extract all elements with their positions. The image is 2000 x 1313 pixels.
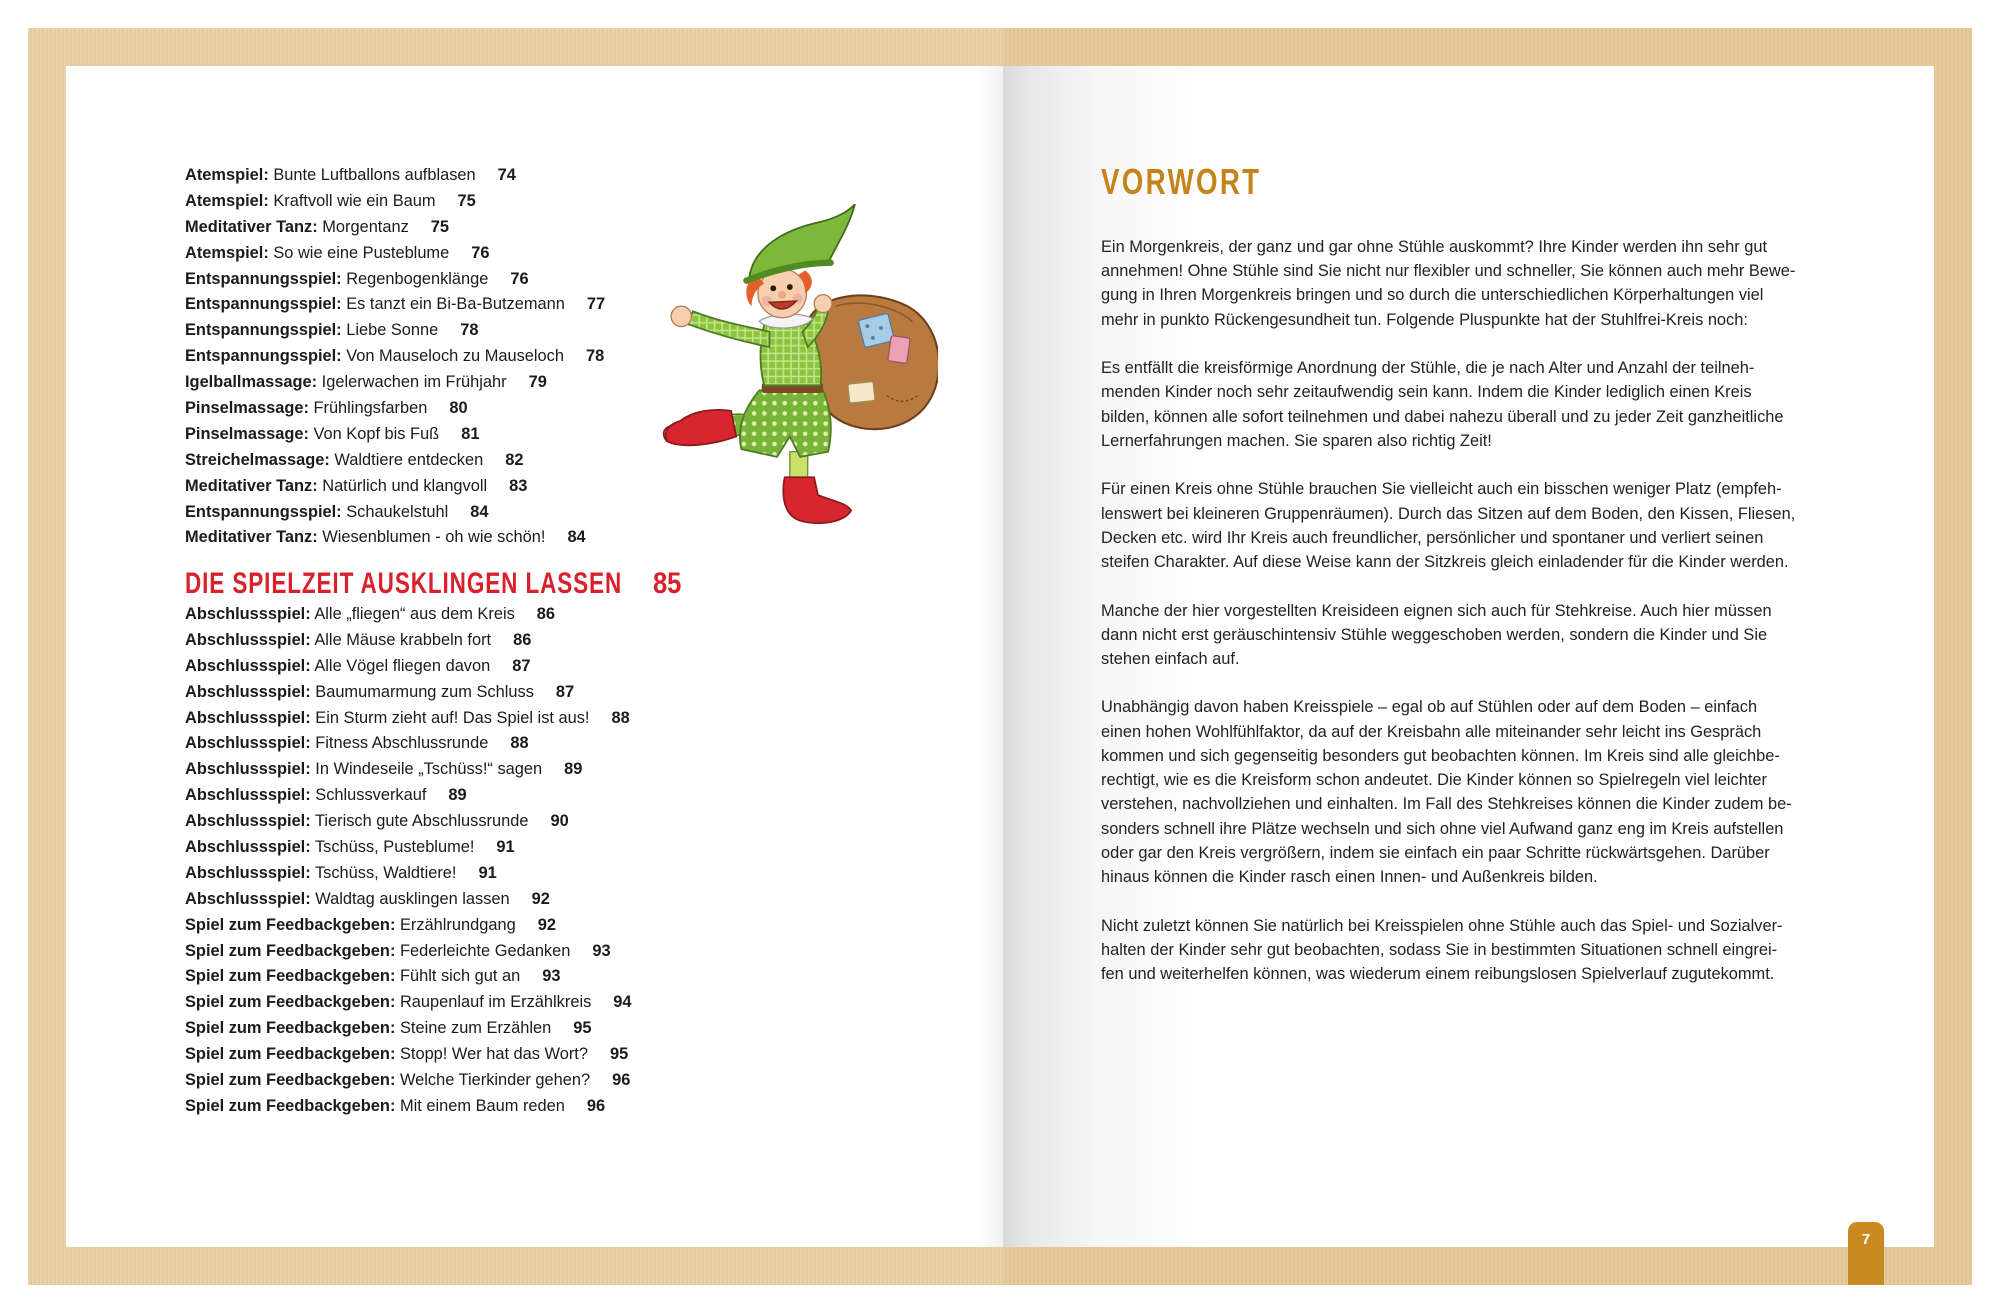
toc-section-heading <box>185 566 705 602</box>
toc-entry-category: Spiel zum Feedbackgeben: <box>185 1019 396 1038</box>
toc-entry-page: 86 <box>536 605 556 623</box>
toc-entry-category: Meditativer Tanz: <box>185 217 318 236</box>
toc-entry <box>185 757 632 783</box>
toc-entry-category: Meditativer Tanz: <box>185 528 318 547</box>
toc-entry-page: 78 <box>585 347 605 366</box>
toc-entry-page: 93 <box>542 967 561 986</box>
toc-entry-title: Morgentanz <box>322 217 409 236</box>
toc-entry-page: 92 <box>537 915 556 934</box>
toc-entry-title: Frühlingsfarben <box>313 399 428 418</box>
toc-entry-page: 91 <box>478 863 497 882</box>
toc-entry-category: Abschlussspiel: <box>185 682 311 701</box>
toc-entry-title: Regenbogenklänge <box>346 269 489 288</box>
toc-entry <box>185 370 605 396</box>
toc-entry <box>185 964 632 990</box>
toc-entry-title: Erzählrundgang <box>399 915 516 934</box>
toc-entry <box>185 292 605 318</box>
toc-entry <box>185 706 632 732</box>
paragraph-line: menden Kinder noch sehr zeitaufwendig sein kann. Indem die Kinder lediglich einen Kreis <box>1101 383 1752 402</box>
paragraph-line: steifen Charakter. Auf diese Weise kann der Sitzkreis gleich einladender für die Kinder werden. <box>1101 553 1789 572</box>
toc-entry-page: 87 <box>512 656 531 675</box>
toc-entry-title: Bunte Luftballons aufblasen <box>273 166 476 184</box>
toc-entry-category: Igelballmassage: <box>185 373 318 392</box>
toc-entry-title: Waldtag ausklingen lassen <box>315 889 510 908</box>
toc-entry <box>185 448 605 474</box>
toc-entry-title: Waldtiere entdecken <box>334 450 484 469</box>
toc-entry-category: Entspannungsspiel: <box>185 502 342 521</box>
toc-entry-category: Abschlussspiel: <box>185 786 311 805</box>
paragraph-line: Decken etc. wird Ihr Kreis auch freundlicher, persönlicher und spontaner und verliert seinen <box>1101 528 1764 547</box>
toc-entry <box>185 861 632 887</box>
toc-entry-title: Alle Vögel fliegen davon <box>314 656 491 675</box>
paragraph-line: hinaus können die Kinder rasch einen Innen- und Außenkreis bilden. <box>1101 868 1598 887</box>
paragraph-line: lenswert bei kleineren Gruppenräumen). Durch das Sitzen auf dem Boden, den Kissen, Fliesen, <box>1101 504 1796 523</box>
toc-entry <box>185 525 605 551</box>
toc-entry-category: Entspannungsspiel: <box>185 269 342 288</box>
toc-entry-title: Welche Tierkinder gehen? <box>399 1071 591 1090</box>
paragraph-line: stehen einfach auf. <box>1101 649 1240 668</box>
toc-entry-page: 74 <box>497 166 516 184</box>
toc-entry <box>185 628 632 654</box>
toc-entry-page: 94 <box>613 993 632 1012</box>
toc-entry-category: Entspannungsspiel: <box>185 295 342 314</box>
toc-entry-page: 77 <box>586 295 606 314</box>
toc-entry-category: Abschlussspiel: <box>185 656 311 675</box>
paragraph-line: annehmen! Ohne Stühle sind Sie nicht nur flexibler und schneller, Sie können auch mehr Bewe- <box>1101 262 1796 281</box>
toc-entry-title: Liebe Sonne <box>346 321 439 340</box>
toc-entry-category: Abschlussspiel: <box>185 760 311 779</box>
section-title: DIE SPIELZEIT AUSKLINGEN LASSEN <box>185 567 623 600</box>
page-number: 7 <box>1861 1231 1871 1248</box>
toc-entry-page: 86 <box>513 630 532 649</box>
toc-entry-page: 78 <box>460 321 479 340</box>
toc-entry-title: Stopp! Wer hat das Wort? <box>399 1045 588 1064</box>
toc-entry-page: 89 <box>564 760 583 779</box>
toc-entry-title: Ein Sturm zieht auf! Das Spiel ist aus! <box>315 708 590 727</box>
toc-entry-title: Mit einem Baum reden <box>399 1096 565 1115</box>
toc-entry <box>185 887 632 913</box>
toc-entry <box>185 913 632 939</box>
toc-entry-page: 76 <box>510 269 529 288</box>
toc-entry-title: Tierisch gute Abschlussrunde <box>314 812 529 831</box>
toc-entry <box>185 939 632 965</box>
paragraph-line: mehr in punkto Rückengesundheit tun. Folgende Pluspunkte hat der Stuhlfrei-Kreis noch: <box>1101 310 1748 329</box>
gnome-illustration-icon <box>657 204 938 536</box>
paragraph-line: kommen und sich gegenseitig besonders gut beobachten können. Im Kreis sind alle gleichbe- <box>1101 746 1780 765</box>
toc-entry <box>185 783 632 809</box>
toc-entry-page: 92 <box>531 889 550 908</box>
toc-entry-category: Abschlussspiel: <box>185 838 311 857</box>
toc-entry <box>185 344 605 370</box>
foreword-paragraph <box>1101 356 1795 453</box>
paragraph-line: verstehen, nachvollziehen und einhalten. Im Fall des Stehkreises können die Kinder zudem be- <box>1101 795 1792 814</box>
toc-entry-page: 80 <box>449 399 468 418</box>
paragraph-line: Ein Morgenkreis, der ganz und gar ohne Stühle auskommt? Ihre Kinder werden ihn sehr gut <box>1101 238 1768 256</box>
toc-entry <box>185 215 605 241</box>
toc-entry-title: Federleichte Gedanken <box>399 941 571 960</box>
toc-entry-title: Steine zum Erzählen <box>399 1019 552 1038</box>
toc-entry-page: 96 <box>586 1096 606 1115</box>
toc-entry <box>185 474 605 500</box>
toc-entry <box>185 809 632 835</box>
toc-entry-page: 96 <box>612 1071 631 1090</box>
toc-entry-title: So wie eine Pusteblume <box>273 243 450 262</box>
paragraph-line: bilden, können alle sofort teilnehmen und dabei nahezu überall und zu jeder Zeit ganzheitliche <box>1101 407 1784 426</box>
toc-entry-page: 95 <box>573 1019 592 1038</box>
toc-list <box>185 163 605 551</box>
toc-entry <box>185 163 605 189</box>
paragraph-line: rechtigt, wie es die Kreisform schon andeutet. Die Kinder können so Spielregeln viel leichter <box>1101 771 1767 790</box>
toc-entry-title: Fühlt sich gut an <box>399 967 521 986</box>
toc-entry-page: 75 <box>457 191 476 210</box>
paragraph-line: fen und weiterhelfen können, was wiederum einem reibungslosen Spielverlauf zugutekommt. <box>1101 965 1775 984</box>
toc-entry-page: 83 <box>509 476 528 495</box>
toc-entry-title: Igelerwachen im Frühjahr <box>321 373 507 392</box>
toc-entry-title: Von Kopf bis Fuß <box>313 424 440 443</box>
toc-entry-page: 87 <box>555 682 575 701</box>
foreword-paragraph <box>1101 695 1795 889</box>
toc-entry-page: 84 <box>567 528 586 547</box>
toc-entry-category: Pinselmassage: <box>185 424 309 443</box>
toc-entry <box>185 500 605 526</box>
toc-entry-title: In Windeseile „Tschüss!“ sagen <box>315 760 543 779</box>
toc-entry-page: 91 <box>496 838 515 857</box>
toc-entry-title: Schlussverkauf <box>315 786 427 805</box>
toc-entry-title: Alle „fliegen“ aus dem Kreis <box>314 605 515 623</box>
toc-entry <box>185 835 632 861</box>
toc-entry-category: Streichelmassage: <box>185 450 330 469</box>
toc-entry-category: Abschlussspiel: <box>185 889 311 908</box>
toc-entry-title: Raupenlauf im Erzählkreis <box>399 993 592 1012</box>
paragraph-line: Für einen Kreis ohne Stühle brauchen Sie vielleicht auch ein bisschen weniger Platz (empfeh- <box>1101 480 1782 499</box>
toc-entry <box>185 396 605 422</box>
toc-entry <box>185 189 605 215</box>
toc-entry <box>185 1016 632 1042</box>
toc-entry-category: Atemspiel: <box>185 166 269 184</box>
toc-entry-page: 95 <box>609 1045 629 1064</box>
page-number-tab <box>1848 1222 1884 1285</box>
toc-entry-category: Entspannungsspiel: <box>185 321 342 340</box>
toc-entry-category: Abschlussspiel: <box>185 605 311 623</box>
toc-entry-category: Spiel zum Feedbackgeben: <box>185 967 396 986</box>
toc-entry-title: Tschüss, Waldtiere! <box>314 863 457 882</box>
toc-entry-category: Pinselmassage: <box>185 399 309 418</box>
toc-entry-page: 90 <box>550 812 569 831</box>
paragraph-line: sonders schnell ihre Plätze wechseln und sich ohne viel Aufwand ganz eng im Kreis aufstellen <box>1101 819 1784 838</box>
toc-entry-category: Spiel zum Feedbackgeben: <box>185 993 396 1012</box>
toc-entry-category: Atemspiel: <box>185 243 269 262</box>
toc-entry <box>185 1042 632 1068</box>
toc-entry-page: 89 <box>448 786 467 805</box>
toc-entry <box>185 602 632 628</box>
toc-entry <box>185 267 605 293</box>
toc-entry-page: 76 <box>471 243 490 262</box>
foreword-paragraph <box>1101 477 1795 574</box>
toc-entry <box>185 1094 632 1120</box>
paragraph-line: Es entfällt die kreisförmige Anordnung der Stühle, die je nach Alter und Anzahl der teilneh- <box>1101 359 1755 378</box>
foreword-body <box>1101 235 1795 1011</box>
paragraph-line: dann nicht erst geräuschintensiv Stühle weggeschoben werden, sondern die Kinder und Sie <box>1101 625 1768 644</box>
toc-entry-title: Baumumarmung zum Schluss <box>315 682 534 701</box>
toc-entry <box>185 318 605 344</box>
paragraph-line: Lernerfahrungen machen. Sie sparen also richtig Zeit! <box>1101 431 1492 450</box>
toc-entry-category: Spiel zum Feedbackgeben: <box>185 1071 396 1090</box>
paragraph-line: halten der Kinder sehr gut beobachten, sodass Sie in bestimmten Situationen schnell eingrei- <box>1101 940 1778 959</box>
toc-entry-category: Spiel zum Feedbackgeben: <box>185 915 396 934</box>
toc-entry-page: 88 <box>611 708 630 727</box>
foreword-title: VORWORT <box>1101 161 1262 202</box>
toc-entry-page: 82 <box>505 450 524 469</box>
toc-entry-category: Abschlussspiel: <box>185 863 311 882</box>
toc-entry-page: 93 <box>592 941 611 960</box>
toc-entry-category: Atemspiel: <box>185 191 269 210</box>
toc-entry-category: Abschlussspiel: <box>185 630 311 649</box>
toc-entry-category: Abschlussspiel: <box>185 708 311 727</box>
toc-entry-category: Spiel zum Feedbackgeben: <box>185 1045 396 1064</box>
paragraph-line: einen hohen Wohlfühlfaktor, da auf der Kreisbahn alle miteinander sehr leicht ins Gespräch <box>1101 722 1762 741</box>
toc-list <box>185 602 632 1120</box>
toc-entry-title: Wiesenblumen - oh wie schön! <box>322 528 546 547</box>
toc-entry-page: 75 <box>430 217 450 236</box>
toc-entry-category: Spiel zum Feedbackgeben: <box>185 1096 396 1115</box>
toc-entry-title: Alle Mäuse krabbeln fort <box>314 630 492 649</box>
toc-entry-category: Spiel zum Feedbackgeben: <box>185 941 396 960</box>
toc-entry-category: Abschlussspiel: <box>185 812 311 831</box>
paragraph-line: gung in Ihren Morgenkreis bringen und so durch die unterschiedlichen Körperhaltungen viel <box>1101 286 1764 305</box>
toc-entry <box>185 422 605 448</box>
foreword-paragraph <box>1101 914 1795 987</box>
toc-entry-category: Entspannungsspiel: <box>185 347 342 366</box>
toc-entry-title: Tschüss, Pusteblume! <box>314 838 475 857</box>
toc-entry-page: 81 <box>461 424 480 443</box>
toc-entry-title: Schaukelstuhl <box>346 502 449 521</box>
toc-entry <box>185 1068 632 1094</box>
toc-entry-title: Kraftvoll wie ein Baum <box>273 191 436 210</box>
toc-entry-page: 79 <box>528 373 547 392</box>
paragraph-line: Manche der hier vorgestellten Kreisideen eignen sich auch für Stehkreise. Auch hier müssen <box>1101 601 1772 620</box>
paragraph-line: Nicht zuletzt können Sie natürlich bei Kreisspielen ohne Stühle auch das Spiel- und Sozialver- <box>1101 916 1783 935</box>
toc-entry-category: Abschlussspiel: <box>185 734 311 753</box>
foreword-paragraph <box>1101 235 1795 332</box>
paragraph-line: oder gar den Kreis vergrößern, indem sie einfach ein paar Schritte rückwärtsgehen. Darüber <box>1101 843 1770 862</box>
toc-entry <box>185 680 632 706</box>
foreword-paragraph <box>1101 599 1795 672</box>
toc-entry-title: Natürlich und klangvoll <box>322 476 488 495</box>
toc-entry-title: Von Mauseloch zu Mauseloch <box>346 347 564 366</box>
toc-entry-title: Fitness Abschlussrunde <box>315 734 489 753</box>
toc-entry <box>185 241 605 267</box>
toc-entry-page: 84 <box>470 502 489 521</box>
toc-entry <box>185 654 632 680</box>
toc-entry <box>185 990 632 1016</box>
toc-entry-category: Meditativer Tanz: <box>185 476 318 495</box>
toc-entry-page: 88 <box>510 734 529 753</box>
section-page-number: 85 <box>653 567 682 600</box>
toc-entry <box>185 731 632 757</box>
paragraph-line: Unabhängig davon haben Kreisspiele – egal ob auf Stühlen oder auf dem Boden – einfach <box>1101 698 1758 717</box>
toc-entry-title: Es tanzt ein Bi-Ba-Butzemann <box>346 295 565 314</box>
